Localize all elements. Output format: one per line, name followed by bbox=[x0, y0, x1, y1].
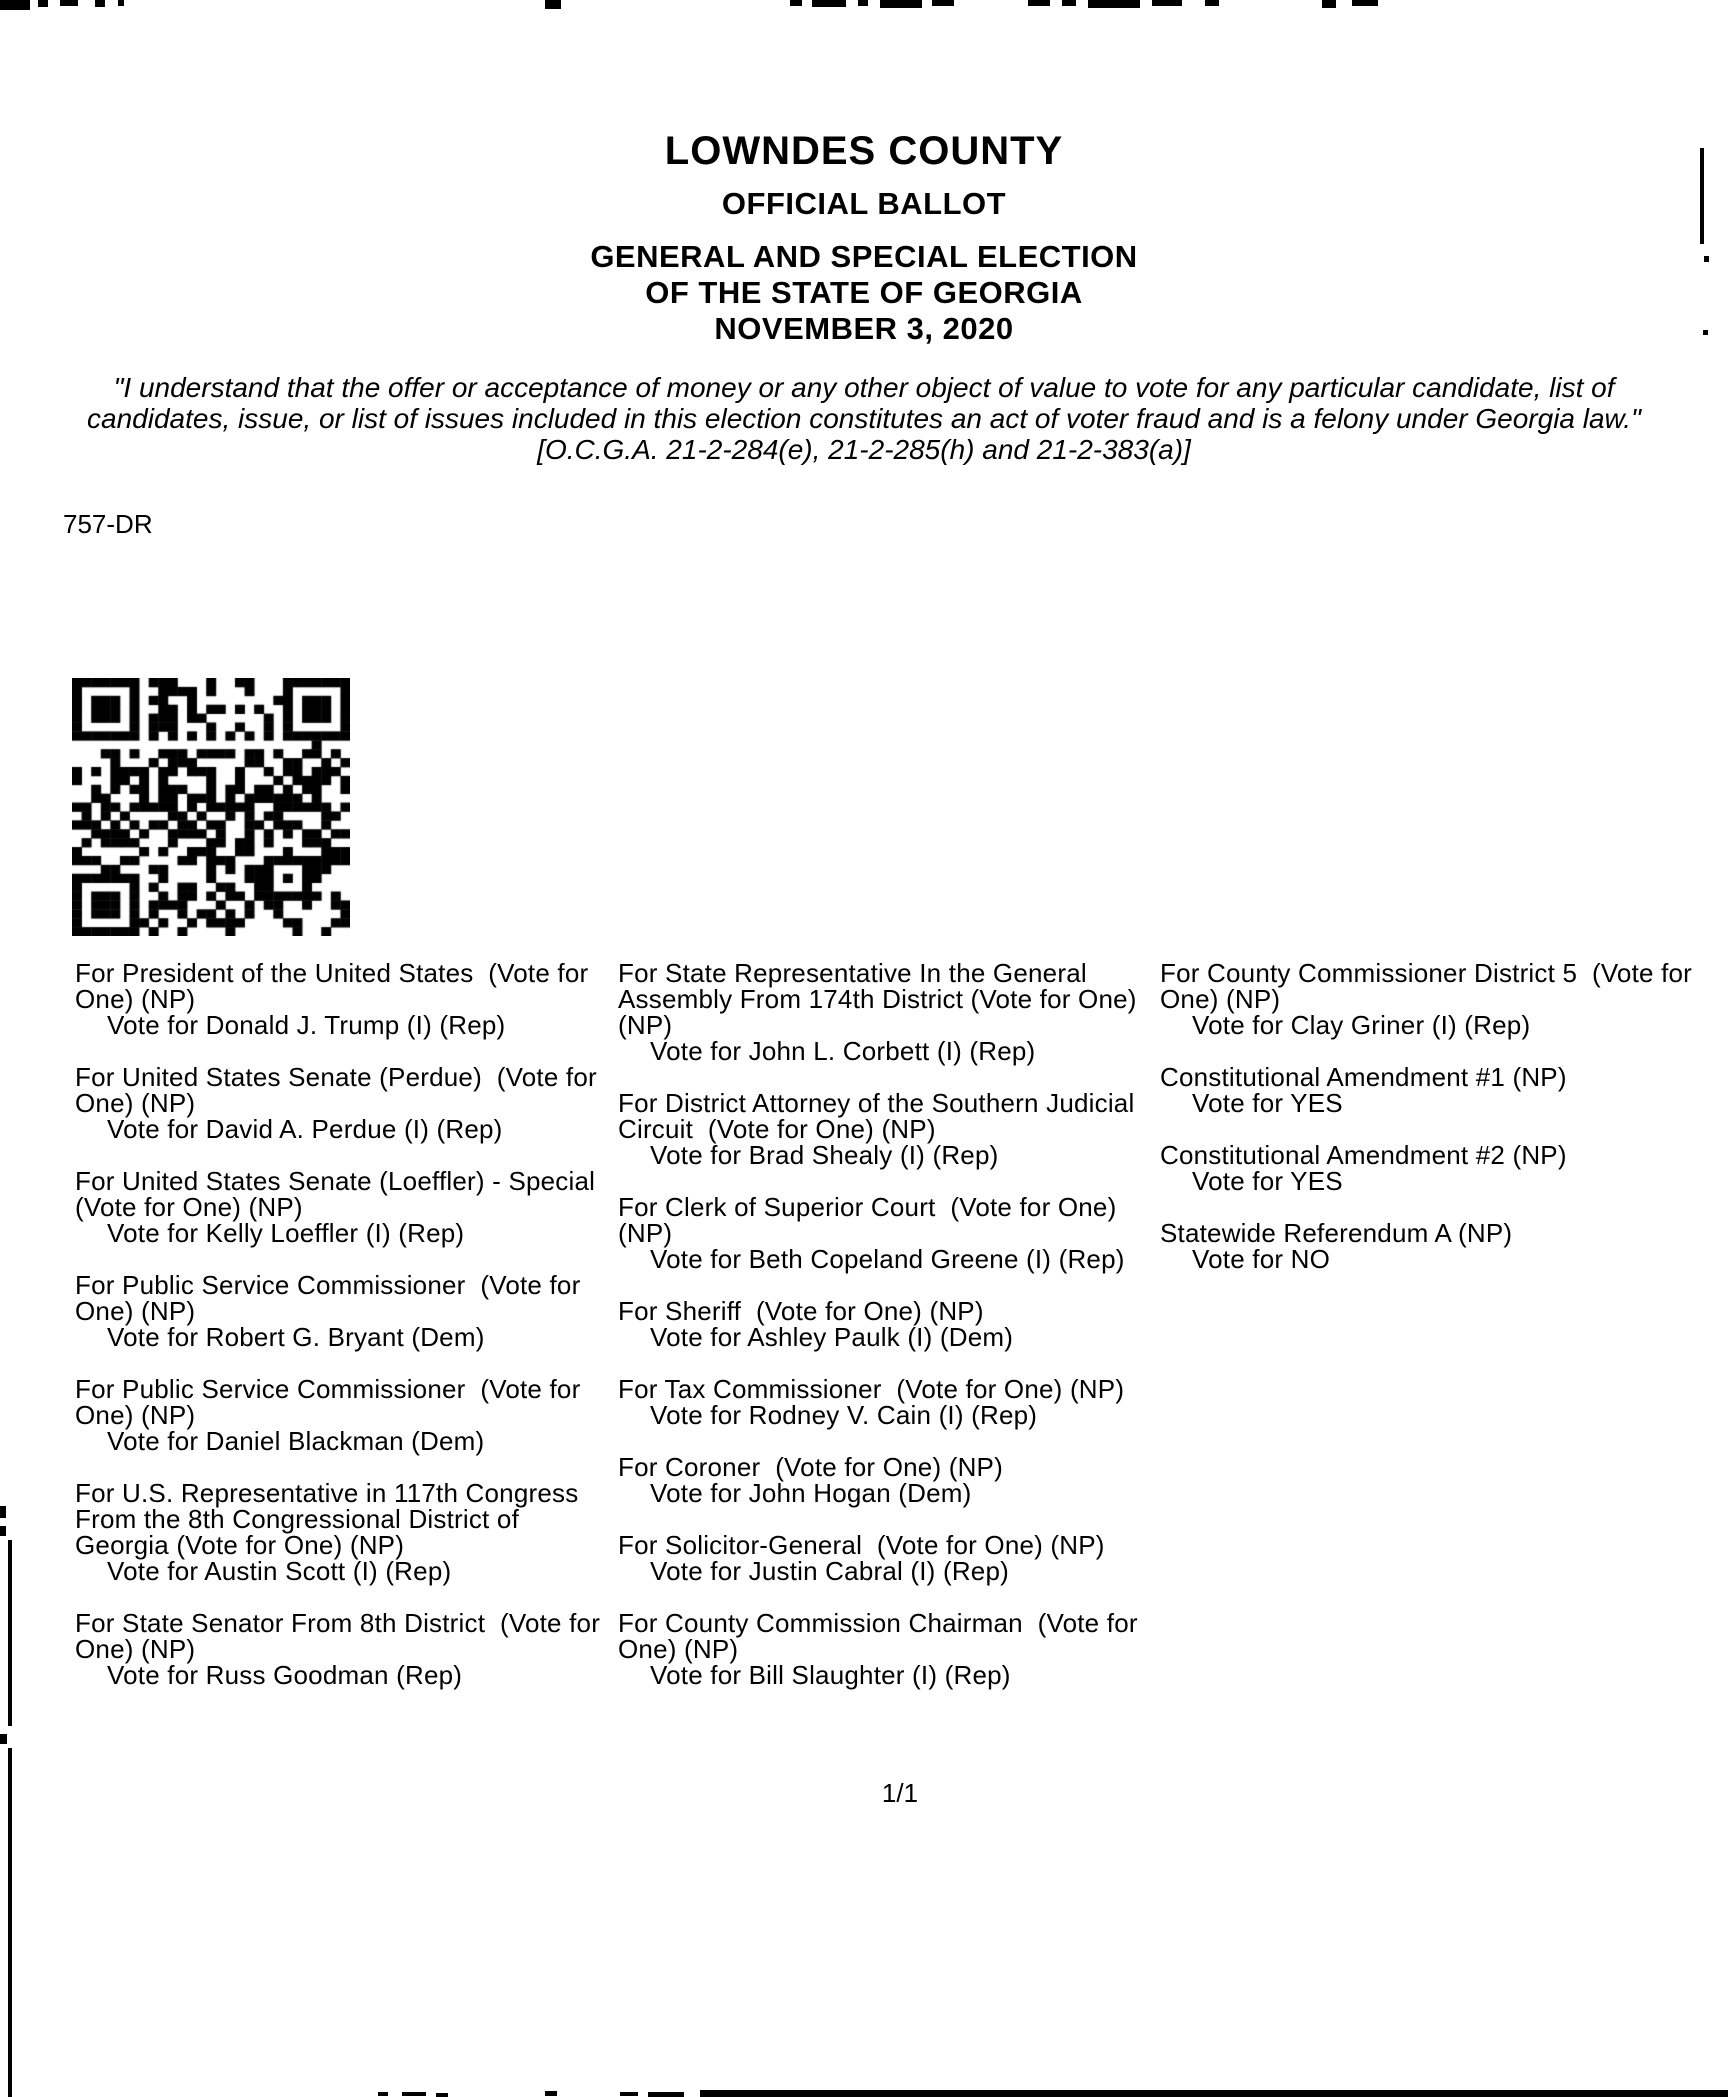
vote-selection: Vote for YES bbox=[1192, 1166, 1343, 1196]
contest bbox=[75, 1168, 620, 1246]
scan-artifact bbox=[812, 0, 846, 7]
contest bbox=[75, 1064, 620, 1142]
scan-artifact bbox=[38, 0, 48, 7]
vote-selection: Vote for David A. Perdue (I) (Rep) bbox=[107, 1114, 503, 1144]
scan-artifact bbox=[545, 0, 561, 9]
page-number: 1/1 bbox=[881, 1778, 919, 1808]
scan-artifact bbox=[790, 0, 802, 6]
scan-artifact bbox=[0, 0, 30, 10]
election-title bbox=[0, 239, 1728, 347]
scan-artifact bbox=[1028, 0, 1050, 6]
vote-selection: Vote for Clay Griner (I) (Rep) bbox=[1192, 1010, 1531, 1040]
contest bbox=[618, 1610, 1166, 1688]
scan-artifact bbox=[0, 1506, 6, 1518]
contest bbox=[618, 1376, 1166, 1428]
scan-artifact bbox=[1088, 0, 1140, 8]
scan-artifact bbox=[436, 2093, 448, 2097]
contest bbox=[1160, 1064, 1728, 1116]
scan-artifact bbox=[1352, 0, 1378, 6]
county-title: LOWNDES COUNTY bbox=[664, 129, 1064, 173]
vote-selection: Vote for Russ Goodman (Rep) bbox=[107, 1660, 463, 1690]
scan-artifact bbox=[858, 0, 868, 6]
office-heading: For County Commission Chairman (Vote for One) (NP) bbox=[618, 1608, 1146, 1664]
scan-artifact bbox=[1062, 0, 1076, 6]
scan-artifact bbox=[8, 1748, 12, 2097]
scan-artifact bbox=[620, 2092, 638, 2096]
scan-artifact bbox=[880, 0, 922, 8]
office-heading: For President of the United States (Vote for One) (NP) bbox=[75, 958, 596, 1014]
fraud-disclaimer: "I understand that the offer or acceptance of money or any other object of value to vote for any particular candidate, list of candidates, issue, or list of issues included in this election constitutes an act of voter fraud and is a felony under Georgia law." [O.C.G.A. 21-2-284(e), 21-2-285(h) and 21-2-383(a)] bbox=[87, 372, 1641, 465]
contest bbox=[75, 1610, 620, 1688]
summary-column-3 bbox=[1160, 960, 1728, 1298]
contest bbox=[75, 960, 620, 1038]
contest bbox=[1160, 1142, 1728, 1194]
office-heading: For Clerk of Superior Court (Vote for One) (NP) bbox=[618, 1192, 1124, 1248]
contest bbox=[75, 1376, 620, 1454]
vote-selection: Vote for Ashley Paulk (I) (Dem) bbox=[650, 1322, 1014, 1352]
office-heading: For Tax Commissioner (Vote for One) (NP) bbox=[618, 1374, 1125, 1404]
vote-selection: Vote for Rodney V. Cain (I) (Rep) bbox=[650, 1400, 1038, 1430]
vote-selection: Vote for Justin Cabral (I) (Rep) bbox=[650, 1556, 1009, 1586]
vote-selection: Vote for Donald J. Trump (I) (Rep) bbox=[107, 1010, 506, 1040]
scan-artifact bbox=[118, 0, 124, 6]
scan-artifact bbox=[700, 2090, 1728, 2097]
contest bbox=[75, 1272, 620, 1350]
office-heading: For Public Service Commissioner (Vote for One) (NP) bbox=[75, 1270, 588, 1326]
scan-artifact bbox=[402, 2092, 426, 2096]
contest bbox=[618, 1298, 1166, 1350]
scan-artifact bbox=[95, 0, 105, 7]
vote-selection: Vote for NO bbox=[1192, 1244, 1331, 1274]
office-heading: Constitutional Amendment #1 (NP) bbox=[1160, 1062, 1567, 1092]
vote-selection: Vote for John L. Corbett (I) (Rep) bbox=[650, 1036, 1036, 1066]
scan-artifact bbox=[545, 2091, 557, 2096]
office-heading: For United States Senate (Perdue) (Vote for One) (NP) bbox=[75, 1062, 605, 1118]
scan-artifact bbox=[378, 2092, 388, 2096]
scan-artifact bbox=[1152, 0, 1182, 6]
election-title-line2: OF THE STATE OF GEORGIA bbox=[645, 275, 1083, 310]
scan-artifact bbox=[8, 1540, 12, 1726]
vote-selection: Vote for Austin Scott (I) (Rep) bbox=[107, 1556, 452, 1586]
scan-artifact bbox=[0, 1526, 6, 1536]
contest bbox=[618, 1090, 1166, 1168]
scan-artifact bbox=[1322, 0, 1336, 8]
scan-artifact bbox=[648, 2092, 684, 2097]
ballot-type-title: OFFICIAL BALLOT bbox=[721, 186, 1007, 221]
office-heading: For Public Service Commissioner (Vote for One) (NP) bbox=[75, 1374, 588, 1430]
election-date: NOVEMBER 3, 2020 bbox=[714, 311, 1014, 346]
election-title-line1: GENERAL AND SPECIAL ELECTION bbox=[590, 239, 1138, 274]
vote-selection: Vote for YES bbox=[1192, 1088, 1343, 1118]
vote-selection: Vote for Bill Slaughter (I) (Rep) bbox=[650, 1660, 1011, 1690]
qr-code-icon bbox=[72, 678, 350, 936]
vote-selection: Vote for John Hogan (Dem) bbox=[650, 1478, 972, 1508]
office-heading: For State Senator From 8th District (Vote for One) (NP) bbox=[75, 1608, 608, 1664]
office-heading: For District Attorney of the Southern Judicial Circuit (Vote for One) (NP) bbox=[618, 1088, 1142, 1144]
office-heading: For Coroner (Vote for One) (NP) bbox=[618, 1452, 1003, 1482]
office-heading: For County Commissioner District 5 (Vote for One) (NP) bbox=[1160, 958, 1700, 1014]
office-heading: For Solicitor-General (Vote for One) (NP) bbox=[618, 1530, 1105, 1560]
scan-artifact bbox=[0, 1734, 7, 1744]
office-heading: Statewide Referendum A (NP) bbox=[1160, 1218, 1513, 1248]
office-heading: For Sheriff (Vote for One) (NP) bbox=[618, 1296, 984, 1326]
scan-artifact bbox=[932, 0, 954, 6]
ballot-style-code: 757-DR bbox=[63, 509, 153, 539]
scan-artifact bbox=[1205, 0, 1219, 6]
summary-column-2 bbox=[618, 960, 1166, 1714]
office-heading: For State Representative In the General Assembly From 174th District (Vote for One) (NP) bbox=[618, 958, 1145, 1040]
office-heading: For United States Senate (Loeffler) - Special (Vote for One) (NP) bbox=[75, 1166, 610, 1222]
vote-selection: Vote for Daniel Blackman (Dem) bbox=[107, 1426, 485, 1456]
vote-selection: Vote for Robert G. Bryant (Dem) bbox=[107, 1322, 485, 1352]
office-heading: Constitutional Amendment #2 (NP) bbox=[1160, 1140, 1567, 1170]
contest bbox=[618, 960, 1166, 1064]
contest bbox=[1160, 960, 1728, 1038]
vote-selection: Vote for Kelly Loeffler (I) (Rep) bbox=[107, 1218, 465, 1248]
vote-selection: Vote for Brad Shealy (I) (Rep) bbox=[650, 1140, 999, 1170]
office-heading: For U.S. Representative in 117th Congress From the 8th Congressional District of Georgia (Vote for One) (NP) bbox=[75, 1478, 586, 1560]
contest bbox=[75, 1480, 620, 1584]
scan-artifact bbox=[60, 0, 78, 6]
contest bbox=[618, 1194, 1166, 1272]
summary-column-1 bbox=[75, 960, 620, 1714]
vote-selection: Vote for Beth Copeland Greene (I) (Rep) bbox=[650, 1244, 1125, 1274]
contest bbox=[1160, 1220, 1728, 1272]
contest bbox=[618, 1454, 1166, 1506]
contest bbox=[618, 1532, 1166, 1584]
